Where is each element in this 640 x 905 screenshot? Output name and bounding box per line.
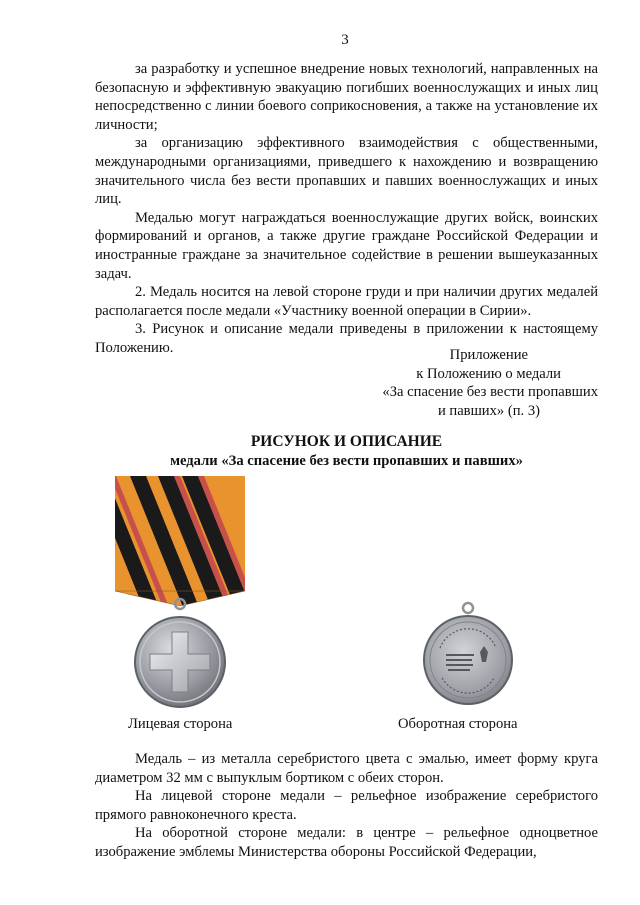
paragraph: Медаль – из металла серебристого цвета с эмалью, имеет форму круга диаметром 32 мм с выпуклым бортиком с обеих сторон. [95, 751, 598, 786]
paragraph: 2. Медаль носится на левой стороне груди и при наличии других медалей располагается после медали «Участнику военной операции в Сирии». [95, 284, 598, 319]
appendix-line: и павших» (п. 3) [437, 402, 540, 419]
caption-back: Оборотная сторона [398, 716, 518, 732]
heading-subtitle: медали «За спасение без вести пропавших и павших» [170, 453, 523, 469]
paragraph: Медалью могут награждаться военнослужащие других войск, воинских формирований и органов, а также другие граждане Российской Федерации и иностранные граждане за значительное содействие в решении вышеуказанных задач. [95, 209, 598, 282]
section-heading [95, 432, 598, 470]
bottom-text-block [95, 750, 598, 862]
top-text-block [95, 60, 598, 358]
appendix-line: «За спасение без вести пропавших [382, 384, 598, 401]
paragraph: 3. Рисунок и описание медали приведены в приложении к настоящему Положению. [95, 321, 598, 356]
appendix-reference [320, 346, 598, 420]
caption-front: Лицевая сторона [128, 716, 233, 732]
paragraph: за организацию эффективного взаимодействия с общественными, международными организациями, приведшего к нахождению и возвращению значительного числа без вести пропавших и павших военнослужащих и иных лиц. [95, 135, 598, 208]
page-number: 3 [341, 32, 349, 48]
appendix-line: Приложение [449, 347, 528, 363]
ribbon [100, 476, 260, 626]
paragraph: На оборотной стороне медали: в центре – рельефное одноцветное изображение эмблемы Министерства обороны Российской Федерации, [95, 825, 598, 860]
appendix-line: к Положению о медали [416, 365, 561, 382]
heading-title: РИСУНОК И ОПИСАНИЕ [250, 433, 443, 450]
paragraph: за разработку и успешное внедрение новых технологий, направленных на безопасную и эффективную эвакуацию погибших военнослужащих и иных лиц непосредственно с линии боевого соприкосновения, а также на установление их личности; [95, 61, 598, 133]
medal-front-image [100, 476, 260, 716]
medal-back-image [418, 600, 518, 710]
paragraph: На лицевой стороне медали – рельефное изображение серебристого прямого равноконечного креста. [95, 788, 598, 823]
